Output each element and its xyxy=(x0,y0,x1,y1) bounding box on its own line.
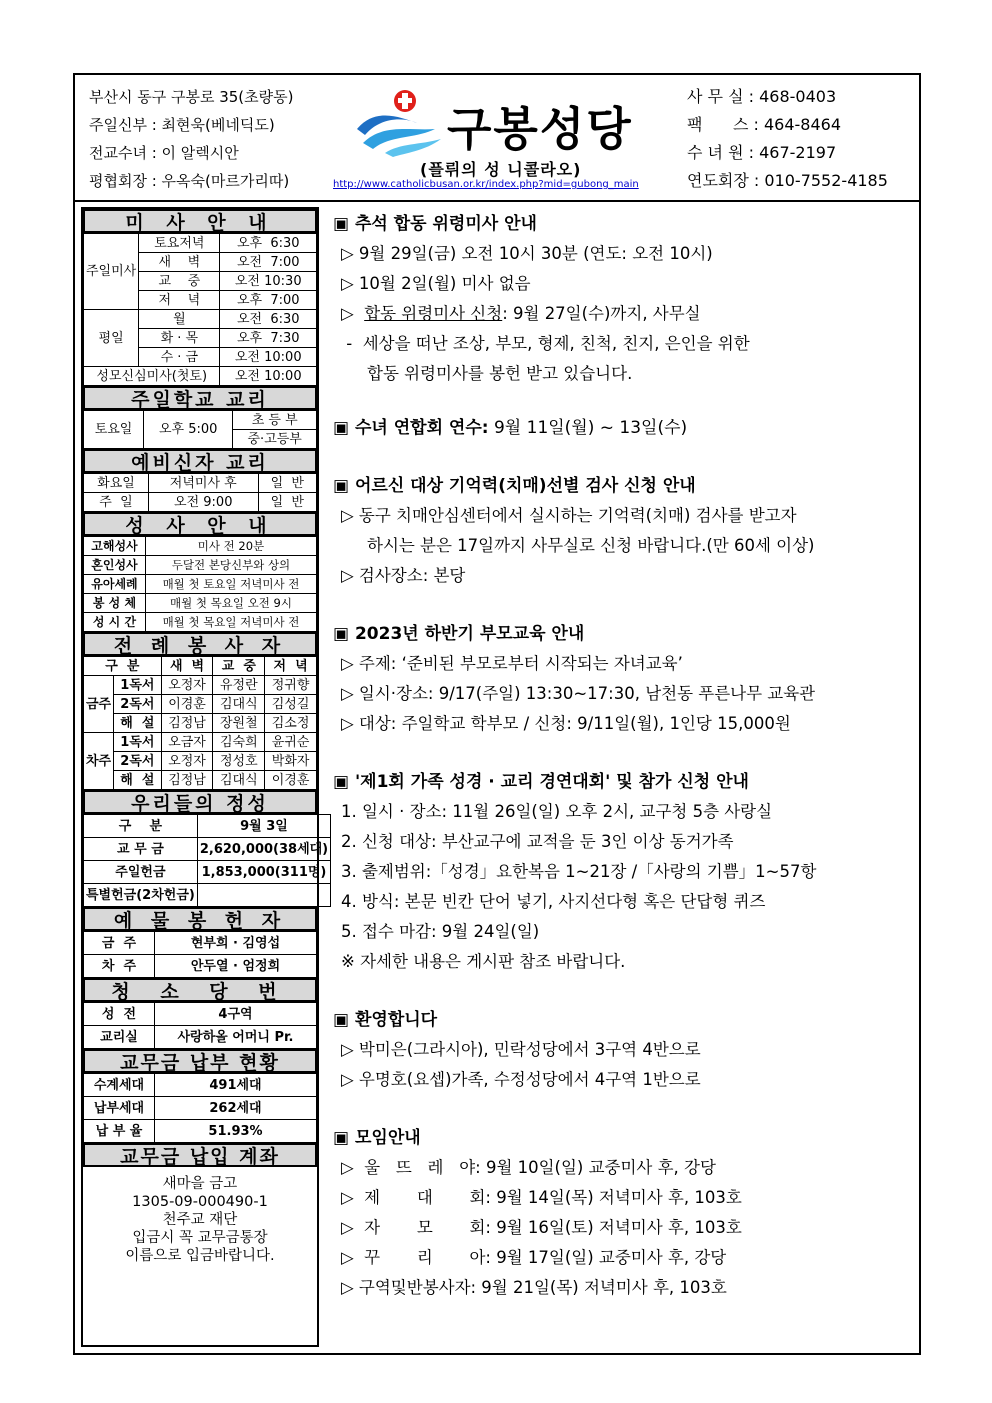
liturgy-person: 유정란 xyxy=(213,676,265,695)
school-group: 중·고등부 xyxy=(233,430,317,449)
dues-value: 262세대 xyxy=(155,1097,317,1120)
sunday-school-table xyxy=(83,410,317,449)
mass-name: 월 xyxy=(139,310,220,329)
donor-table xyxy=(83,931,317,978)
offering-value xyxy=(197,884,330,907)
notice-line: 3. 출제범위:「성경」요한복음 1~21장 /「사랑의 기쁨」1~57항 xyxy=(341,862,817,881)
liturgy-person: 박화자 xyxy=(265,752,317,771)
section-title: ▣ 2023년 하반기 부모교육 안내 xyxy=(333,624,585,644)
cleaning-title: 청 소 당 번 xyxy=(83,978,317,1002)
dues-table xyxy=(83,1073,317,1143)
liturgy-role: 해 설 xyxy=(114,714,162,733)
donor-week: 금 주 xyxy=(84,932,155,955)
mass-time: 오전 7:00 xyxy=(220,253,317,272)
notice-line: ▷ 꾸 리 아: 9월 17일(일) 교중미사 후, 강당 xyxy=(341,1248,727,1267)
liturgy-person: 김소정 xyxy=(265,714,317,733)
mass-name: 새 벽 xyxy=(139,253,220,272)
sister: 전교수녀 : 이 알렉시안 xyxy=(89,144,239,162)
header xyxy=(75,75,919,202)
council-president: 평협회장 : 우옥숙(마르가리따) xyxy=(89,172,290,190)
weekday-label: 평일 xyxy=(84,310,139,367)
notice-line: - 세상을 떠난 조상, 부모, 형제, 친척, 친지, 은인을 위한 xyxy=(341,334,750,353)
notice-line: 5. 접수 마감: 9월 24일(일) xyxy=(341,922,540,941)
sacrament-name: 봉 성 체 xyxy=(84,594,146,613)
notice-line: 1. 일시 · 장소: 11월 26일(일) 오후 2시, 교구청 5층 사랑실 xyxy=(341,802,773,821)
logo-area xyxy=(333,87,675,197)
offering-label: 구 분 xyxy=(84,815,198,838)
notice-line: ▷ 울 뜨 레 야: 9월 10일(일) 교중미사 후, 강당 xyxy=(341,1158,716,1177)
mass-name: 교 중 xyxy=(139,272,220,291)
notice-line: ▷ 주제: ‘준비된 부모로부터 시작되는 자녀교육’ xyxy=(341,654,683,673)
offering-label: 주일헌금 xyxy=(84,861,198,884)
church-patron: (플뤼의 성 니콜라오) xyxy=(420,160,582,179)
catechumen-time: 오전 9:00 xyxy=(149,493,259,512)
dues-label: 수계세대 xyxy=(84,1074,155,1097)
offering-label: 교 무 금 xyxy=(84,838,198,861)
sacrament-name: 혼인성사 xyxy=(84,556,146,575)
liturgy-person: 이경훈 xyxy=(265,771,317,790)
mass-time: 오전 10:00 xyxy=(220,348,317,367)
section-title-text: ▣ 수녀 연합회 연수: xyxy=(333,418,489,438)
sunday-label: 주일미사 xyxy=(84,234,139,310)
liturgy-person: 김정남 xyxy=(161,771,213,790)
notice-line: 하시는 분은 17일까지 사무실로 신청 바랍니다.(만 60세 이상) xyxy=(367,536,815,555)
offering-value: 2,620,000(38세대) xyxy=(197,838,330,861)
section-title: ▣ 모임안내 xyxy=(333,1128,421,1148)
liturgy-col: 구 분 xyxy=(84,657,162,676)
sidebar xyxy=(81,207,329,1347)
dues-label: 납 부 율 xyxy=(84,1120,155,1143)
liturgy-role: 2독서 xyxy=(114,752,162,771)
catechumen-group: 일 반 xyxy=(258,474,316,493)
mass-table xyxy=(83,233,317,386)
liturgy-role: 해 설 xyxy=(114,771,162,790)
account-holder: 천주교 재단 xyxy=(162,1212,238,1228)
section-title-date: 9월 11일(월) ~ 13일(수) xyxy=(488,418,688,438)
notice-line: ▷ 일시·장소: 9/17(주일) 13:30~17:30, 남천동 푸른나무 교육관 xyxy=(341,684,816,703)
liturgy-person: 정성호 xyxy=(213,752,265,771)
section-title: ▣ 어르신 대상 기억력(치매)선별 검사 신청 안내 xyxy=(333,476,696,496)
school-day: 토요일 xyxy=(84,411,144,449)
section-title: ▣ '제1회 가족 성경 · 교리 경연대회' 및 참가 신청 안내 xyxy=(333,772,749,792)
liturgy-role: 1독서 xyxy=(114,676,162,695)
liturgy-person: 오금자 xyxy=(161,733,213,752)
sacrament-info: 매월 첫 목요일 오전 9시 xyxy=(145,594,316,613)
sacrament-name: 유아세례 xyxy=(84,575,146,594)
notice-line: ▷ 자 모 회: 9월 16일(토) 저녁미사 후, 103호 xyxy=(341,1218,742,1237)
cleaning-place: 교리실 xyxy=(84,1026,155,1049)
notice-line: ▷ 검사장소: 본당 xyxy=(341,566,466,585)
offering-table xyxy=(83,814,331,907)
offering-title: 우리들의 정성 xyxy=(83,790,317,814)
cleaning-group: 4구역 xyxy=(155,1003,317,1026)
section-sisters-training xyxy=(333,413,913,443)
liturgy-role: 1독서 xyxy=(114,733,162,752)
address: 부산시 동구 구봉로 35(초량동) xyxy=(89,88,294,106)
sacrament-name: 고해성사 xyxy=(84,537,146,556)
section-dementia-test xyxy=(333,471,913,591)
liturgy-person: 오정자 xyxy=(161,752,213,771)
pastor: 주일신부 : 최현욱(베네딕도) xyxy=(89,116,275,134)
catechumen-group: 일 반 xyxy=(258,493,316,512)
donor-names: 현부희 · 김영섭 xyxy=(155,932,317,955)
donor-week: 차 주 xyxy=(84,955,155,978)
notice-line: 4. 방식: 본문 빈칸 단어 넣기, 사지선다형 혹은 단답형 퀴즈 xyxy=(341,892,766,911)
cleaning-place: 성 전 xyxy=(84,1003,155,1026)
dues-value: 491세대 xyxy=(155,1074,317,1097)
sacrament-info: 매월 첫 목요일 저녁미사 전 xyxy=(145,613,316,632)
church-url-link[interactable]: http://www.catholicbusan.or.kr/index.php?mid=gubong_main xyxy=(333,179,639,190)
mass-name: 토요저녁 xyxy=(139,234,220,253)
liturgy-person: 장원철 xyxy=(213,714,265,733)
liturgy-person: 이경훈 xyxy=(161,695,213,714)
apply-underlined: 합동 위령미사 신청 xyxy=(364,304,503,323)
liturgy-title: 전 례 봉 사 자 xyxy=(83,632,317,656)
account-number: 1305-09-000490-1 xyxy=(132,1194,268,1210)
yeondo-president-phone: 연도회장 : 010-7552-4185 xyxy=(687,171,888,190)
this-week-label: 금주 xyxy=(84,676,114,733)
mass-name: 화 · 목 xyxy=(139,329,220,348)
liturgy-person: 윤귀순 xyxy=(265,733,317,752)
section-memorial-mass xyxy=(333,209,913,389)
mass-time: 오후 6:30 xyxy=(220,234,317,253)
offering-value: 1,853,000(311명) xyxy=(197,861,330,884)
mass-name: 성모신심미사(첫토) xyxy=(84,367,220,386)
notice-line xyxy=(333,299,913,329)
dues-label: 납부세대 xyxy=(84,1097,155,1120)
office-phone: 사 무 실 : 468-0403 xyxy=(687,87,837,106)
liturgy-person: 김대식 xyxy=(213,695,265,714)
catechumen-day: 화요일 xyxy=(84,474,149,493)
church-title: 구봉성당 xyxy=(447,102,633,156)
church-logo-icon xyxy=(355,87,445,157)
sacrament-table xyxy=(83,536,317,632)
liturgy-person: 김숙희 xyxy=(213,733,265,752)
notice-line: 합동 위령미사를 봉헌 받고 있습니다. xyxy=(367,364,633,383)
main-content xyxy=(333,209,913,1303)
section-welcome xyxy=(333,1005,913,1095)
mass-time: 오전 10:00 xyxy=(220,367,317,386)
notice-line: ※ 자세한 내용은 게시판 참조 바랍니다. xyxy=(341,952,626,971)
header-left-info xyxy=(89,83,294,195)
mass-time: 오후 7:30 xyxy=(220,329,317,348)
catechumen-table xyxy=(83,473,317,512)
catechumen-time: 저녁미사 후 xyxy=(149,474,259,493)
mass-time: 오전 6:30 xyxy=(220,310,317,329)
catechumen-title: 예비신자 교리 xyxy=(83,449,317,473)
section-title: ▣ 추석 합동 위령미사 안내 xyxy=(333,214,537,234)
notice-line: 2. 신청 대상: 부산교구에 교적을 둔 3인 이상 동거가족 xyxy=(341,832,734,851)
account-note: 이름으로 입금바랍니다. xyxy=(125,1248,275,1264)
mass-time: 오후 7:00 xyxy=(220,291,317,310)
mass-name: 저 녁 xyxy=(139,291,220,310)
school-time: 오후 5:00 xyxy=(144,411,233,449)
notice-line: ▷ 구역및반봉사자: 9월 21일(목) 저녁미사 후, 103호 xyxy=(341,1278,727,1297)
liturgy-table xyxy=(83,656,317,790)
dues-title: 교무금 납부 현황 xyxy=(83,1049,317,1073)
account-note: 입금시 꼭 교무금통장 xyxy=(132,1230,268,1246)
mass-time: 오전 10:30 xyxy=(220,272,317,291)
liturgy-person: 김성길 xyxy=(265,695,317,714)
liturgy-person: 김대식 xyxy=(213,771,265,790)
sacrament-title: 성 사 안 내 xyxy=(83,512,317,536)
section-parent-education xyxy=(333,619,913,739)
mass-name: 수 · 금 xyxy=(139,348,220,367)
next-week-label: 차주 xyxy=(84,733,114,790)
section-bible-contest xyxy=(333,767,913,977)
catechumen-day: 주 일 xyxy=(84,493,149,512)
sacrament-name: 성 시 간 xyxy=(84,613,146,632)
notice-line: ▷ 우명호(요셉)가족, 수정성당에서 4구역 1반으로 xyxy=(341,1070,701,1089)
section-title: ▣ 환영합니다 xyxy=(333,1010,438,1030)
liturgy-role: 2독서 xyxy=(114,695,162,714)
liturgy-person: 오정자 xyxy=(161,676,213,695)
sunday-school-title: 주일학교 교리 xyxy=(83,386,317,410)
notice-line: ▷ 박미은(그라시아), 민락성당에서 3구역 4반으로 xyxy=(341,1040,701,1059)
offering-value: 9월 3일 xyxy=(197,815,330,838)
donor-title: 예 물 봉 헌 자 xyxy=(83,907,317,931)
sacrament-info: 미사 전 20분 xyxy=(145,537,316,556)
cleaning-table xyxy=(83,1002,317,1049)
notice-line: ▷ 동구 치매안심센터에서 실시하는 기억력(치매) 검사를 받고자 xyxy=(341,506,797,525)
account-box xyxy=(83,1167,317,1265)
fax-number: 팩 스 : 464-8464 xyxy=(687,115,842,134)
notice-line: ▷ 10월 2일(월) 미사 없음 xyxy=(341,274,531,293)
liturgy-person: 김정남 xyxy=(161,714,213,733)
liturgy-col: 저 녁 xyxy=(265,657,317,676)
notice-line: ▷ 대상: 주일학교 학부모 / 신청: 9/11일(월), 1인당 15,000원 xyxy=(341,714,791,733)
apply-rest: : 9월 27일(수)까지, 사무실 xyxy=(502,304,701,323)
apply-bullet: ▷ xyxy=(341,304,365,323)
sacrament-info: 매월 첫 토요일 저녁미사 전 xyxy=(145,575,316,594)
school-group: 초 등 부 xyxy=(233,411,317,430)
cleaning-group: 사랑하올 어머니 Pr. xyxy=(155,1026,317,1049)
header-right-info xyxy=(687,83,888,195)
notice-line: ▷ 9월 29일(금) 오전 10시 30분 (연도: 오전 10시) xyxy=(341,244,713,263)
account-title: 교무금 납입 계좌 xyxy=(83,1143,317,1167)
convent-phone: 수 녀 원 : 467-2197 xyxy=(687,143,837,162)
mass-title: 미 사 안 내 xyxy=(83,209,317,233)
liturgy-col: 교 중 xyxy=(213,657,265,676)
section-title xyxy=(333,413,913,443)
liturgy-col: 새 벽 xyxy=(161,657,213,676)
dues-value: 51.93% xyxy=(155,1120,317,1143)
liturgy-person: 정귀향 xyxy=(265,676,317,695)
sacrament-info: 두달전 본당신부와 상의 xyxy=(145,556,316,575)
offering-label: 특별헌금(2차헌금) xyxy=(84,884,198,907)
section-meetings xyxy=(333,1123,913,1303)
account-bank: 새마을 금고 xyxy=(162,1176,238,1192)
notice-line: ▷ 제 대 회: 9월 14일(목) 저녁미사 후, 103호 xyxy=(341,1188,742,1207)
donor-names: 안두열 · 엄정희 xyxy=(155,955,317,978)
